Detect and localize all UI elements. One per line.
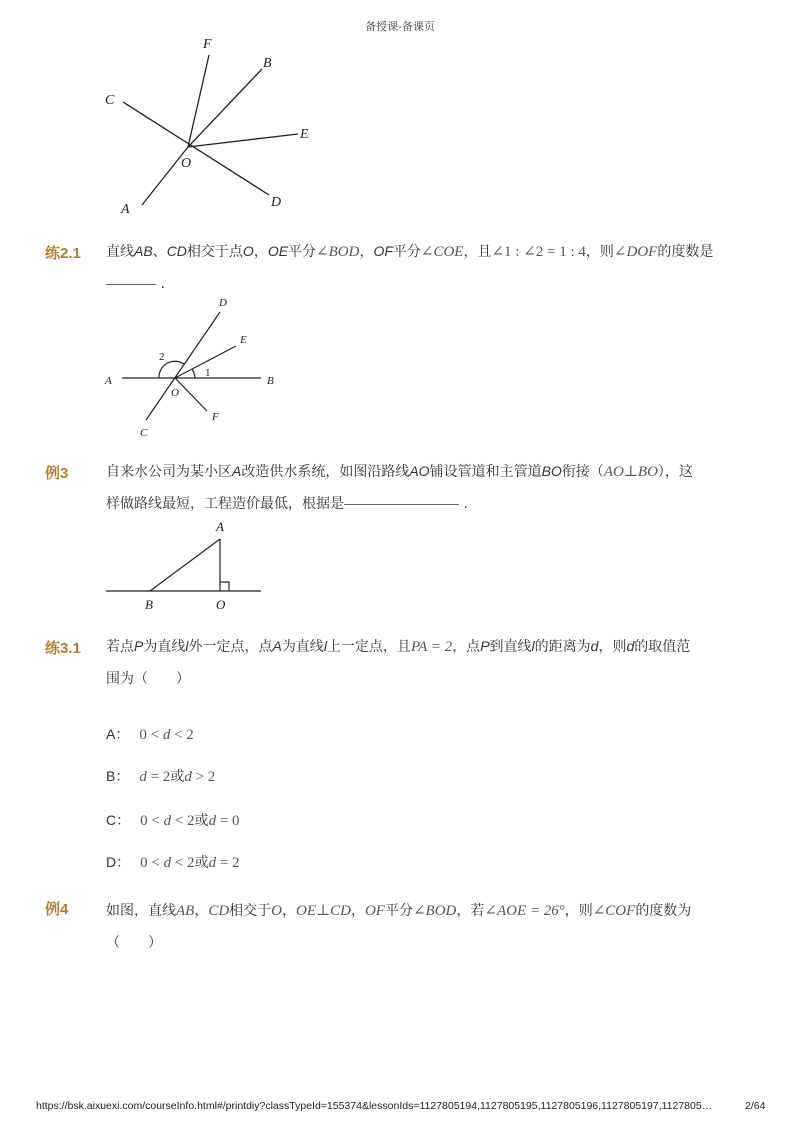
label-b: B: [267, 375, 274, 387]
example-label: 例4: [45, 901, 69, 918]
page-number: 2/64: [745, 1100, 766, 1112]
question-text: 若点P为直线l外一定点，点A为直线l上一定点，且PA = 2，点P到直线l的距离为d，则d的取值范 围为（ ）: [106, 638, 691, 687]
label-f: F: [212, 411, 219, 423]
label-b: B: [263, 56, 272, 71]
footer-url: https://bsk.aixuexi.com/courseInfo.html#/printdiy?classTypeId=155374&lessonIds=1127805194,1127805195,1127805196,1127805197,1127805…: [36, 1100, 713, 1112]
label-d: D: [219, 297, 227, 309]
label-a: A: [216, 519, 224, 534]
label-a: A: [121, 202, 130, 217]
figure-perpendicular: [95, 515, 275, 615]
question-label: 练2.1: [45, 245, 81, 262]
page-header-title: 备授课-备课页: [365, 20, 435, 33]
option-a[interactable]: A： 0 < d < 2: [106, 726, 194, 743]
label-d: D: [271, 195, 282, 210]
label-o: O: [181, 156, 192, 171]
option-d[interactable]: D： 0 < d < 2或d = 2: [106, 854, 240, 871]
option-b[interactable]: B： d = 2或d > 2: [106, 768, 216, 785]
option-c[interactable]: C： 0 < d < 2或d = 0: [106, 812, 240, 829]
label-c: C: [140, 427, 148, 439]
label-e: E: [300, 127, 309, 142]
label-c: C: [105, 93, 115, 108]
question-label: 练3.1: [45, 640, 81, 657]
example-label: 例3: [45, 465, 69, 482]
label-angle-1: 1: [205, 367, 211, 379]
label-o: O: [171, 387, 179, 399]
example-text: 自来水公司为某小区A改造供水系统，如图沿路线AO铺设管道和主管道BO衔接（AO⊥BO），这 样做路线最短，工程造价最低，根据是 .: [106, 463, 693, 512]
figure-intersecting-lines: [95, 290, 295, 440]
answer-blank[interactable]: [344, 503, 459, 505]
label-o: O: [216, 597, 226, 612]
label-a: A: [105, 375, 112, 387]
label-angle-2: 2: [159, 351, 165, 363]
figure-rays-from-o: [95, 30, 325, 220]
label-e: E: [240, 334, 247, 346]
label-f: F: [203, 37, 212, 52]
question-text: 直线AB、CD相交于点O，OE平分∠BOD，OF平分∠COE，且∠1 : ∠2 = 1 : 4，则∠DOF的度数是 .: [106, 243, 714, 292]
example-text: 如图，直线AB，CD相交于O，OE⊥CD，OF平分∠BOD，若∠AOE = 26°，则∠COF的度数为 （ ）: [106, 903, 692, 951]
label-b: B: [145, 597, 153, 612]
answer-blank[interactable]: [106, 283, 156, 285]
